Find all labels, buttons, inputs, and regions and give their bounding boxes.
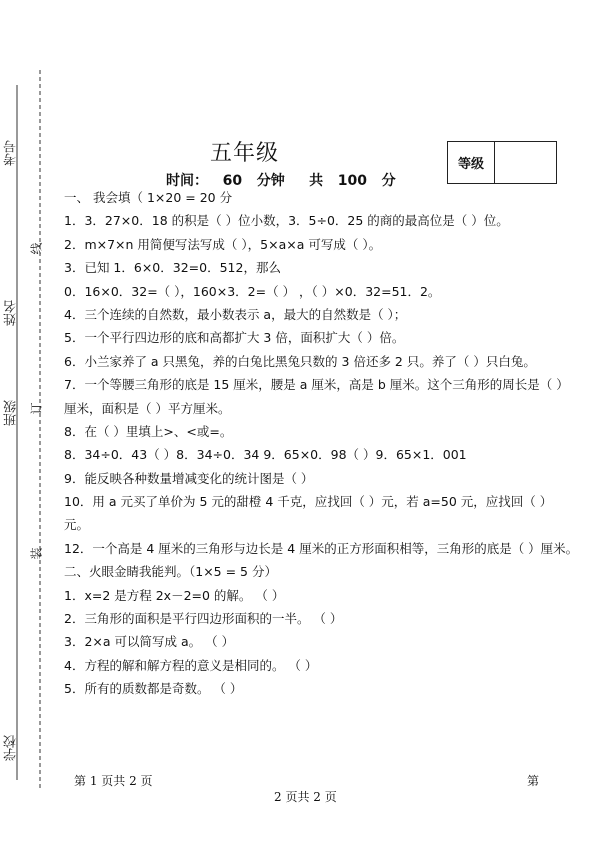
- question-line: 6．小兰家养了 a 只黑兔，养的白兔比黑兔只数的 3 倍还多 2 只。养了（ ）只白兔。: [64, 353, 536, 369]
- grade-value[interactable]: [495, 142, 556, 183]
- question-line: 10．用 a 元买了单价为 5 元的甜橙 4 千克，应找回（ ）元，若 a=50 元，应找回（ ）: [64, 494, 553, 510]
- question-line: 1．3．27×0．18 的积是（ ）位小数，3．5÷0．25 的商的最高位是（ ）位。: [64, 213, 509, 229]
- question-line: 0．16×0．32=（ ），160×3．2=（ ） ，（ ）×0．32=51．2。: [64, 283, 441, 299]
- question-line: 5．所有的质数都是奇数。 （ ）: [64, 681, 243, 697]
- question-line: 1．x=2 是方程 2x－2=0 的解。 （ ）: [64, 587, 285, 603]
- question-content: [64, 186, 579, 701]
- footer-page-right: 第: [527, 774, 540, 788]
- margin-mark-ding: 订: [29, 402, 44, 415]
- margin-mark-xian: 线: [29, 242, 44, 255]
- question-line: 7．一个等腰三角形的底是 15 厘米，腰是 a 厘米，高是 b 厘米。这个三角形的周长是（ ）: [64, 377, 569, 393]
- question-line: 9．能反映各种数量增减变化的统计图是（ ）: [64, 470, 314, 486]
- footer-page-left: 第 1 页共 2 页: [74, 774, 153, 788]
- question-line: 8．在（ ）里填上>、<或=。: [64, 423, 233, 439]
- page-title: 五年级: [210, 141, 280, 166]
- question-line: 2．m×7×n 用简便写法写成（ ），5×a×a 可写成（ ）。: [64, 236, 382, 252]
- grade-label: 等级: [448, 142, 495, 183]
- question-line: 4．方程的解和解方程的意义是相同的。 （ ）: [64, 657, 318, 673]
- question-line: 元。: [64, 517, 90, 533]
- question-line: 厘米，面积是（ ）平方厘米。: [64, 400, 231, 416]
- question-line: 3．已知 1．6×0．32=0．512，那么: [64, 260, 281, 276]
- margin-label-exam-number: 考号: [4, 140, 19, 166]
- margin-mark-zhuang: 装: [29, 547, 44, 560]
- section-1-heading: 一、 我会填（ 1×20 = 20 分: [64, 190, 233, 205]
- footer-page-center: 2 页共 2 页: [274, 790, 337, 804]
- question-line: 5．一个平行四边形的底和高都扩大 3 倍，面积扩大（ ）倍。: [64, 330, 405, 346]
- margin-label-school: 学校: [4, 735, 19, 761]
- grade-box: [447, 141, 557, 184]
- time-and-score: 时间： 60 分钟 共 100 分: [166, 173, 396, 189]
- question-line: 2．三角形的面积是平行四边形面积的一半。 （ ）: [64, 611, 343, 627]
- section-2-heading: 二、火眼金睛我能判。（1×5 = 5 分）: [64, 564, 277, 580]
- margin-label-class: 班级: [4, 400, 19, 426]
- margin-label-name: 姓名: [4, 300, 19, 326]
- question-line: 4．三个连续的自然数，最小数表示 a，最大的自然数是（ ）；: [64, 306, 407, 322]
- question-line: 12．一个高是 4 厘米的三角形与边长是 4 厘米的正方形面积相等，三角形的底是（ ）厘米。: [64, 540, 579, 556]
- question-line: 8．34÷0．43（ ）8．34÷0．34 9．65×0．98（ ）9．65×1．001: [64, 447, 467, 463]
- question-line: 3．2×a 可以简写成 a。 （ ）: [64, 634, 235, 650]
